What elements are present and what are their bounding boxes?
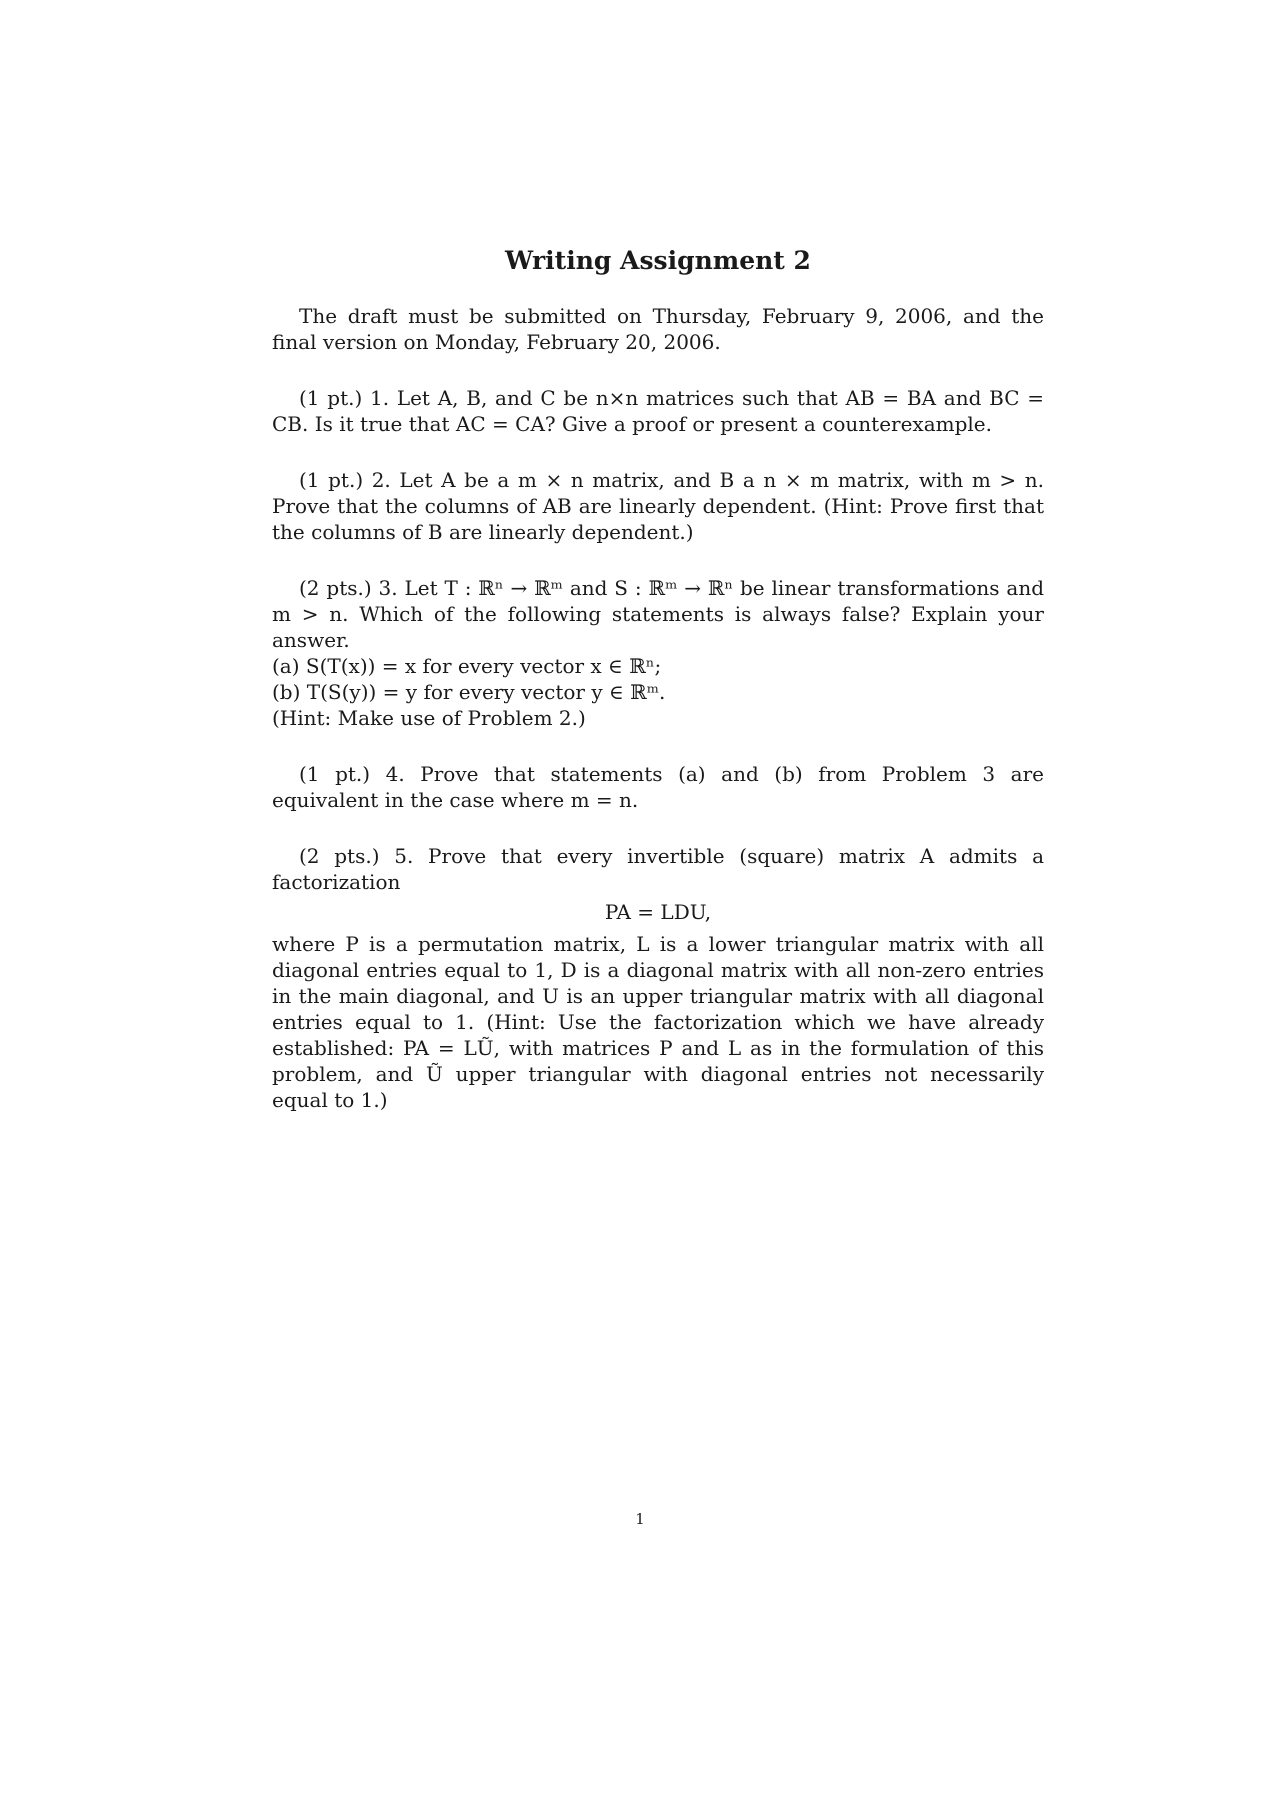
problem-3-item-b: (b) T(S(y)) = y for every vector y ∈ ℝᵐ. [272, 680, 666, 704]
problem-3-hint: (Hint: Make use of Problem 2.) [272, 706, 586, 730]
page-title: Writing Assignment 2 [505, 246, 811, 275]
problem-5-equation: PA = LDU, [604, 900, 712, 924]
problem-4: (1 pt.) 4. Prove that statements (a) and (b) from Problem 3 are equivalent in the case where m = n. [272, 762, 1044, 812]
problem-3-text: (2 pts.) 3. Let T : ℝⁿ → ℝᵐ and S : ℝᵐ → ℝⁿ be linear transformations and m > n. Which of the following statements is always false? Explain your answer. [272, 576, 1044, 652]
intro-paragraph: The draft must be submitted on Thursday, February 9, 2006, and the final version on Monday, February 20, 2006. [272, 304, 1044, 354]
document-page [272, 245, 1044, 1143]
problem-3-item-a: (a) S(T(x)) = x for every vector x ∈ ℝⁿ; [272, 654, 662, 678]
problem-5 [272, 843, 1044, 1113]
page-number: 1 [635, 1510, 645, 1528]
problem-2: (1 pt.) 2. Let A be a m × n matrix, and B a n × m matrix, with m > n. Prove that the columns of AB are linearly dependent. (Hint: Prove first that the columns of B are linearly dependent.) [272, 468, 1044, 544]
problem-1: (1 pt.) 1. Let A, B, and C be n×n matrices such that AB = BA and BC = CB. Is it true that AC = CA? Give a proof or present a counterexample. [272, 386, 1044, 436]
problem-3 [272, 575, 1044, 731]
problem-5-continuation: where P is a permutation matrix, L is a lower triangular matrix with all diagonal entries equal to 1, D is a diagonal matrix with all non-zero entries in the main diagonal, and U is an upper triangular matrix with all diagonal entries equal to 1. (Hint: Use the factorization which we have already established: PA = LŨ, with matrices P and L as in the formulation of this problem, and Ũ upper triangular with diagonal entries not necessarily equal to 1.) [272, 932, 1044, 1112]
problem-5-text: (2 pts.) 5. Prove that every invertible (square) matrix A admits a factorization [272, 844, 1044, 894]
